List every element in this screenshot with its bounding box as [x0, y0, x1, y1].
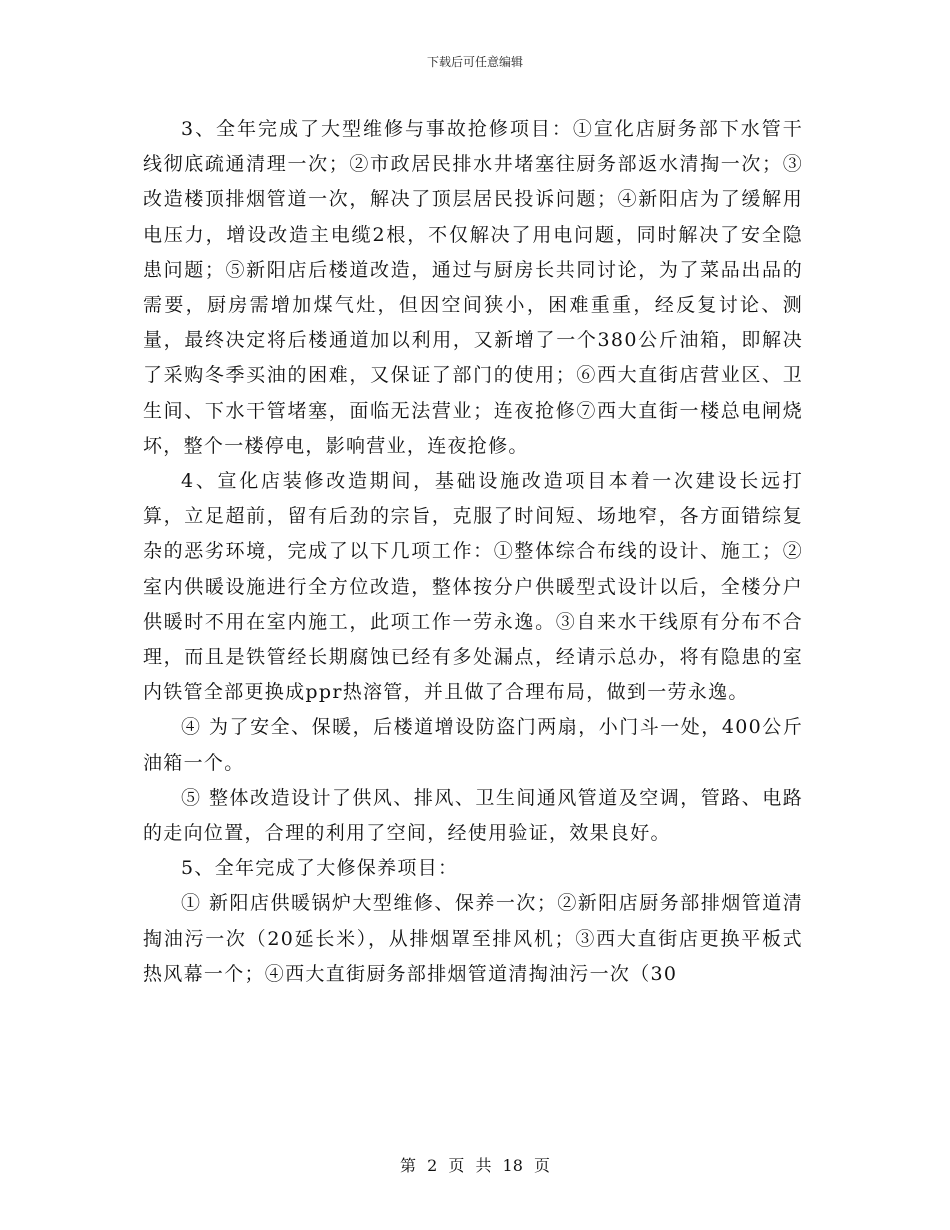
paragraph-item-3: 3、全年完成了大型维修与事故抢修项目：①宣化店厨务部下水管干线彻底疏通清理一次；②市政居民排水井堵塞往厨务部返水清掏一次；③改造楼顶排烟管道一次，解决了顶层居民投诉问题；④新阳店为了缓解用电压力，增设改造主电缆2根，不仅解决了用电问题，同时解决了安全隐患问题；⑤新阳店后楼道改造，通过与厨房长共同讨论，为了菜品出品的需要，厨房需增加煤气灶，但因空间狭小，困难重重，经反复讨论、测量，最终决定将后楼通道加以利用，又新增了一个380公斤油箱，即解决了采购冬季买油的困难，又保证了部门的使用；⑥西大直街店营业区、卫生间、下水干管堵塞，面临无法营业；连夜抢修⑦西大直街一楼总电闸烧坏，整个一楼停电，影响营业，连夜抢修。 — [143, 118, 803, 457]
page-number-footer: 第 2 页 共 18 页 — [400, 1156, 550, 1175]
paragraph-subitem-4-4: ④ 为了安全、保暖，后楼道增设防盗门两扇，小门斗一处，400公斤油箱一个。 — [143, 716, 803, 774]
page-header: 下载后可任意编辑 — [426, 55, 523, 69]
paragraph-item-4: 4、宣化店装修改造期间，基础设施改造项目本着一次建设长远打算，立足超前，留有后劲的宗旨，克服了时间短、场地窄，各方面错综复杂的恶劣环境，完成了以下几项工作：①整体综合布线的设计、施工；②室内供暖设施进行全方位改造，整体按分户供暖型式设计以后，全楼分户供暖时不用在室内施工，此项工作一劳永逸。③自来水干线原有分布不合理，而且是铁管经长期腐蚀已经有多处漏点，经请示总办，将有隐患的室内铁管全部更换成ppr热溶管，并且做了合理布局，做到一劳永逸。 — [143, 470, 803, 704]
paragraph-item-5-list: ① 新阳店供暖锅炉大型维修、保养一次；②新阳店厨务部排烟管道清掏油污一次（20延长米），从排烟罩至排风机；③西大直街店更换平板式热风幕一个；④西大直街厨务部排烟管道清掏油污一次（30 — [143, 892, 803, 985]
paragraph-subitem-4-5: ⑤ 整体改造设计了供风、排风、卫生间通风管道及空调，管路、电路的走向位置，合理的利用了空间，经使用验证，效果良好。 — [143, 786, 803, 845]
document-body — [143, 112, 803, 992]
paragraph-item-5: 5、全年完成了大修保养项目： — [181, 857, 459, 880]
